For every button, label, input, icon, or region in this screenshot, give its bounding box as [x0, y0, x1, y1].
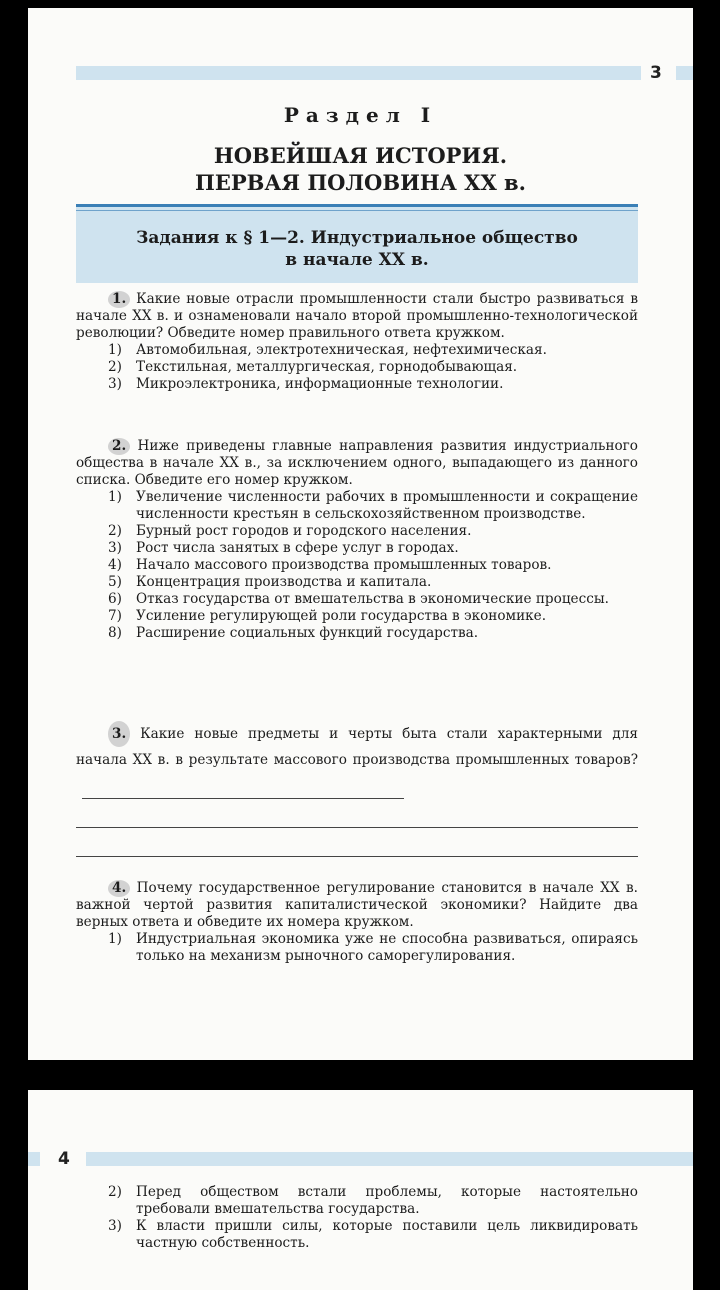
option-number: 5) [108, 574, 122, 590]
question-2 [76, 438, 638, 642]
answer-line[interactable] [76, 834, 638, 857]
question-text: Какие новые предметы и черты быта стали характерными для начала XX в. в результате массового производства промышленных товаров? [76, 726, 638, 768]
option-text: Бурный рост городов и городского населения. [136, 523, 472, 539]
header-band [76, 66, 641, 80]
answer-option[interactable] [76, 931, 638, 965]
option-number: 4) [108, 557, 122, 573]
answer-option[interactable] [76, 591, 638, 608]
option-text: Текстильная, металлургическая, горнодобывающая. [136, 359, 518, 375]
option-text: Концентрация производства и капитала. [136, 574, 432, 590]
option-number: 7) [108, 608, 122, 624]
option-text: Микроэлектроника, информационные технологии. [136, 376, 504, 392]
answer-line[interactable] [76, 805, 638, 828]
option-number: 8) [108, 625, 122, 641]
question-3 [76, 721, 638, 857]
option-number: 1) [108, 931, 122, 947]
answer-option[interactable] [76, 523, 638, 540]
textbook-page-4 [28, 1090, 693, 1290]
header-band-left [28, 1152, 40, 1166]
task-header-line1: Задания к § 1—2. Индустриальное общество [136, 228, 578, 248]
option-number: 3) [108, 1218, 122, 1234]
option-number: 2) [108, 523, 122, 539]
option-text: Усиление регулирующей роли государства в экономике. [136, 608, 547, 624]
question-text: Почему государственное регулирование становится в начале XX в. важной чертой развития капиталистической экономики? Найдите два верных ответа и обведите их номера кружком. [76, 880, 638, 930]
question-4-continued [76, 1184, 638, 1252]
answer-option[interactable] [76, 359, 638, 376]
option-text: Перед обществом встали проблемы, которые настоятельно требовали вмешательства государства. [136, 1184, 638, 1217]
answer-option[interactable] [76, 1184, 638, 1218]
option-text: Индустриальная экономика уже не способна развиваться, опираясь только на механизм рыночного саморегулирования. [136, 931, 638, 964]
question-1 [76, 291, 638, 393]
question-text: Какие новые отрасли промышленности стали быстро развиваться в начале XX в. и ознаменовали начало второй промышленно-технологической революции? Обведите номер правильного ответа кружком. [76, 291, 639, 341]
answer-option[interactable] [76, 1218, 638, 1252]
question-number: 1. [108, 291, 130, 308]
option-text: Автомобильная, электротехническая, нефтехимическая. [136, 342, 547, 358]
header-rule [76, 210, 638, 211]
option-text: Увеличение численности рабочих в промышленности и сокращение численности крестьян в сельскохозяйственном производстве. [136, 489, 638, 522]
answer-option[interactable] [76, 376, 638, 393]
section-title-line1: НОВЕЙШАЯ ИСТОРИЯ. [213, 143, 508, 168]
answer-option[interactable] [76, 342, 638, 359]
option-text: Начало массового производства промышленных товаров. [136, 557, 552, 573]
option-text: Расширение социальных функций государства. [136, 625, 479, 641]
option-number: 3) [108, 376, 122, 392]
answer-option[interactable] [76, 608, 638, 625]
section-title-line2: ПЕРВАЯ ПОЛОВИНА XX в. [195, 170, 526, 195]
section-label: Раздел I [283, 103, 438, 127]
header-band-right [676, 66, 693, 80]
task-header [76, 204, 638, 283]
answer-option[interactable] [76, 625, 638, 642]
option-text: Рост числа занятых в сфере услуг в городах. [136, 540, 459, 556]
option-number: 6) [108, 591, 122, 607]
page-number: 4 [58, 1149, 70, 1169]
question-text: Ниже приведены главные направления развития индустриального общества в начале XX в., за исключением одного, выпадающего из данного списка. Обведите его номер кружком. [76, 438, 638, 488]
header-band [86, 1152, 693, 1166]
option-number: 2) [108, 1184, 122, 1200]
answer-option[interactable] [76, 540, 638, 557]
answer-options [76, 342, 638, 393]
answer-option[interactable] [76, 557, 638, 574]
option-number: 1) [108, 342, 122, 358]
question-number: 3. [108, 721, 130, 747]
option-number: 3) [108, 540, 122, 556]
answer-options [76, 931, 638, 965]
page-number: 3 [650, 63, 662, 83]
question-number: 2. [108, 438, 130, 455]
task-header-line2: в начале XX в. [285, 250, 429, 270]
answer-options [76, 489, 638, 642]
question-number: 4. [108, 880, 130, 897]
answer-option[interactable] [76, 489, 638, 523]
question-4 [76, 880, 638, 965]
option-number: 1) [108, 489, 122, 505]
answer-options [76, 1184, 638, 1252]
textbook-page-3 [28, 8, 693, 1060]
option-number: 2) [108, 359, 122, 375]
answer-line[interactable] [82, 798, 404, 799]
option-text: К власти пришли силы, которые поставили цель ликвидировать частную собственность. [136, 1218, 638, 1251]
answer-option[interactable] [76, 574, 638, 591]
section-title [28, 142, 693, 196]
option-text: Отказ государства от вмешательства в экономические процессы. [136, 591, 609, 607]
